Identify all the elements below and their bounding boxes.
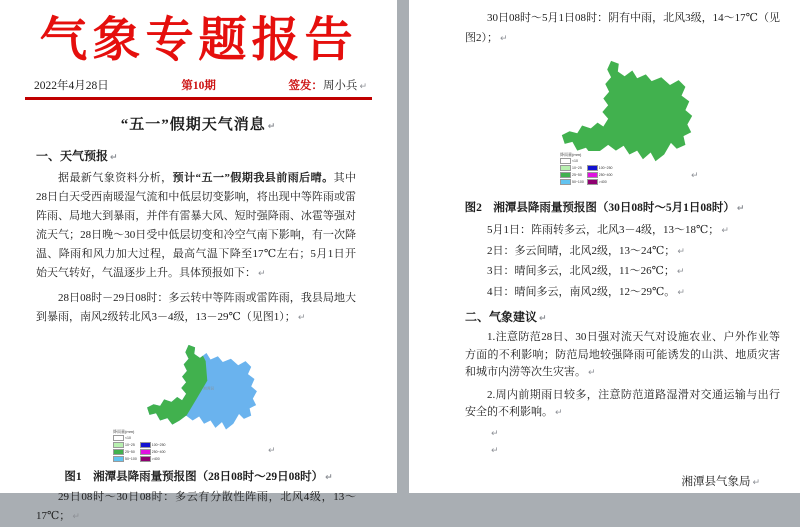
paragraph-mark: ↵	[359, 82, 367, 92]
legend-grid	[560, 164, 613, 185]
legend-title: 降雨量(mm)	[560, 152, 582, 157]
rainfall-legend	[559, 151, 614, 186]
masthead-title: 气象专题报告	[39, 14, 358, 67]
empty-paragraph	[489, 428, 800, 440]
daily-forecast-text: 5月1日：阵雨转多云，北风3－4级，13～18℃；	[487, 224, 720, 236]
figure-1-caption-text: 图1 湘潭县降雨量预报图（28日08时～29日08时）	[64, 471, 324, 483]
legend-item	[140, 442, 166, 448]
paragraph-mark: ↵	[72, 512, 80, 522]
rainfall-legend	[112, 428, 167, 463]
forecast-29th-text: 29日08时～30日08时：多云有分散性阵雨，北风4级，13～17℃；	[36, 491, 356, 522]
advice-1-text: 1.注意防范28日、30日强对流天气对设施农业、户外作业等方面的不利影响；防范局地较强降雨可能诱发的山洪、地质灾害和城市内涝等次生灾害。	[465, 331, 780, 378]
figure-1-rainfall-map	[0, 328, 397, 468]
legend-swatch	[587, 172, 598, 178]
legend-swatch	[560, 172, 571, 178]
legend-swatch	[113, 456, 124, 462]
legend-label: 10~25	[125, 442, 135, 447]
legend-label: 250~400	[598, 172, 613, 177]
document-title	[0, 113, 397, 134]
section-heading-forecast	[36, 147, 356, 164]
forecast-paragraph-overview	[36, 169, 356, 284]
legend-title: 降雨量(mm)	[113, 429, 135, 434]
county-region-all-green	[562, 61, 692, 161]
paragraph-mark: ↵	[297, 313, 306, 323]
paragraph-mark: ↵	[736, 204, 745, 214]
forecast-summary-bold: 预计“五一”假期我县前雨后晴。	[172, 172, 334, 184]
forecast-paragraph-28th	[36, 289, 356, 328]
daily-forecast-text: 3日：晴间多云，北风2级，11～26℃；	[487, 265, 675, 277]
advice-2-text: 2.周内前期雨日较多，注意防范道路湿滑对交通运输与出行安全的不利影响。	[465, 388, 780, 418]
paragraph-mark: ↵	[110, 153, 118, 163]
signature-agency	[409, 473, 760, 489]
advice-paragraph-1	[465, 329, 780, 383]
legend-item	[560, 179, 584, 185]
issuer-name: 周小兵	[322, 80, 358, 92]
paragraph-mark: ↵	[491, 428, 499, 439]
legend-item	[140, 449, 166, 455]
daily-forecast-text: 4日：晴间多云，南风2级，12～29℃。	[487, 285, 676, 298]
legend-swatch	[587, 179, 598, 185]
report-page-1	[0, 0, 397, 522]
issuer-label: 签发：	[288, 80, 323, 92]
forecast-28th-text: 28日08时－29日08时：多云转中等阵雨或雷阵雨，我县局地大到暴雨，南风2级转北风3－4级，13－29℃（见图1）；	[36, 292, 356, 323]
paragraph-mark: ↵	[555, 408, 563, 418]
paragraph-mark: ↵	[268, 446, 276, 456]
legend-item	[587, 179, 613, 185]
legend-swatch	[140, 442, 151, 448]
legend-swatch	[113, 435, 124, 441]
paragraph-mark: ↵	[267, 122, 277, 132]
empty-paragraph	[489, 445, 800, 457]
legend-item	[560, 172, 584, 178]
issue-number: 第10期	[181, 80, 216, 92]
legend-swatch	[113, 442, 124, 448]
legend-swatch	[140, 449, 151, 455]
signature-text: 湘潭县气象局	[681, 475, 751, 488]
legend-label: 250~400	[151, 449, 166, 454]
county-map-figure-1	[143, 340, 261, 436]
legend-label: >400	[151, 456, 160, 461]
legend-label: <10	[572, 158, 578, 163]
daily-forecast-text: 2日：多云间晴，北风2级，13～24℃；	[487, 244, 676, 257]
paragraph-mark: ↵	[539, 314, 547, 324]
legend-swatch	[113, 449, 124, 455]
legend-label: 100~250	[151, 442, 166, 447]
document-title-text: “五一”假期天气消息	[120, 117, 266, 133]
figure-2-caption	[409, 199, 800, 215]
legend-swatch	[560, 158, 571, 164]
daily-forecast-may-4	[465, 283, 780, 304]
paragraph-mark: ↵	[325, 473, 333, 483]
section-heading-text: 一、天气预报	[36, 149, 109, 163]
legend-label: 100~250	[598, 165, 613, 170]
legend-item	[113, 449, 137, 455]
legend-label: 25~50	[125, 449, 135, 454]
legend-item	[113, 442, 137, 448]
figure-2-caption-text: 图2 湘潭县降雨量预报图（30日08时～5月1日08时）	[464, 202, 735, 214]
forecast-paragraph-30th	[465, 9, 780, 49]
legend-swatch	[140, 456, 151, 462]
forecast-detail-text: 其中 28日白天受西南暖湿气流和中低层切变影响，将出现中等阵雨或雷阵雨、局地大到暴雨，并伴有雷暴大风、短时强降雨、冰雹等强对流天气；28日晚～30日受中低层切变和冷空气南下影响，有一次降温、降雨和风力加大过程，最高气温下降至17℃左右；5月1日开始天气转好，气温逐步上升。具体预报如下：	[36, 172, 357, 279]
paragraph-mark: ↵	[677, 287, 685, 298]
legend-item	[140, 456, 166, 462]
report-page-2	[409, 0, 800, 493]
legend-swatch	[560, 165, 571, 171]
section-heading-text: 二、气象建议	[465, 310, 538, 324]
paragraph-mark: ↵	[491, 445, 499, 456]
paragraph-mark: ↵	[500, 33, 508, 44]
paragraph-mark: ↵	[676, 267, 685, 277]
legend-item	[587, 165, 613, 171]
forecast-paragraph-29th	[36, 488, 356, 527]
advice-paragraph-2	[465, 387, 780, 423]
legend-label: >400	[598, 179, 607, 184]
section-heading-advice	[465, 308, 780, 325]
paragraph-mark: ↵	[721, 226, 729, 236]
legend-item	[113, 456, 137, 462]
forecast-30th-text: 30日08时～5月1日08时：阴有中雨，北风3级，14～17℃（见图2）；	[465, 12, 780, 44]
issue-date: 2022年4月28日	[34, 80, 109, 92]
paragraph-mark: ↵	[677, 246, 685, 257]
paragraph-mark: ↵	[752, 477, 760, 488]
legend-item	[560, 165, 584, 171]
legend-label: 50~100	[125, 456, 137, 461]
legend-label: 10~25	[572, 165, 582, 170]
issuer-line	[288, 77, 367, 93]
county-name-label: 湘潭县	[203, 386, 215, 391]
legend-grid	[113, 441, 166, 462]
paragraph-mark: ↵	[588, 368, 596, 378]
figure-2-rainfall-map	[409, 49, 800, 199]
legend-swatch	[587, 165, 598, 171]
forecast-lead-text: 据最新气象资料分析，	[58, 172, 173, 184]
issue-info-row	[34, 77, 367, 93]
masthead-divider-rule	[25, 97, 372, 100]
legend-label: <10	[125, 435, 131, 440]
legend-label: 25~50	[572, 172, 582, 177]
daily-forecast-may-1	[465, 221, 780, 242]
paragraph-mark: ↵	[691, 171, 699, 181]
figure-1-caption	[0, 468, 397, 484]
legend-swatch	[560, 179, 571, 185]
paragraph-mark: ↵	[258, 269, 266, 279]
legend-label: 50~100	[572, 179, 584, 184]
county-region-west-green	[143, 340, 207, 436]
legend-item	[587, 172, 613, 178]
daily-forecast-may-2	[465, 242, 780, 263]
daily-forecast-may-3	[465, 262, 780, 283]
